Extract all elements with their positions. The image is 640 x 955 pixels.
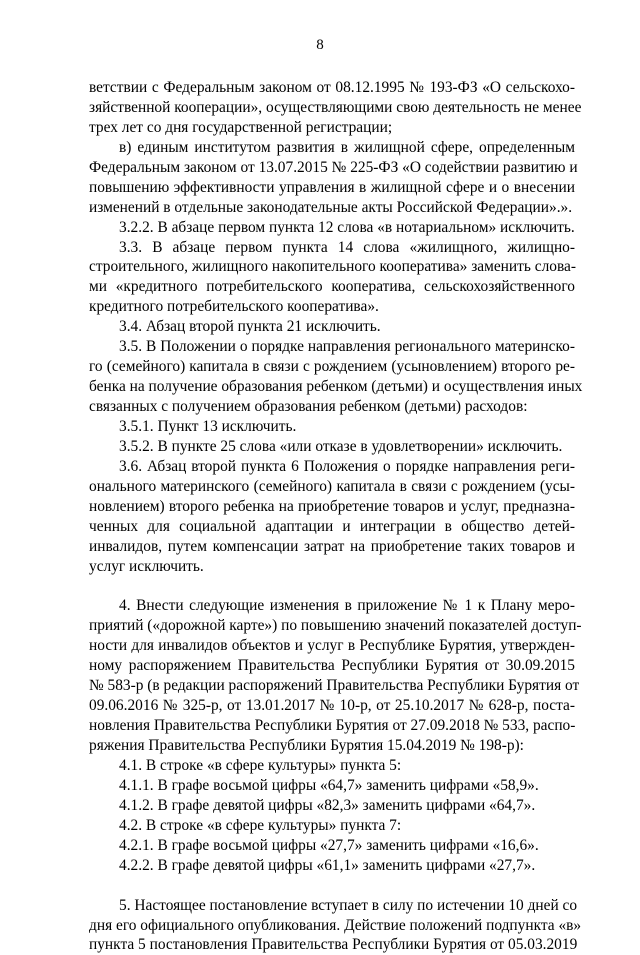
paragraph [89, 457, 575, 577]
paragraph-gap [89, 576, 575, 596]
text-line: № 583-р (в редакции распоряжений Правительства Республики Бурятия от [89, 677, 580, 695]
paragraph [89, 78, 582, 138]
text-line: 3.6. Абзац второй пункта 6 Положения о порядке направления реги- [119, 457, 575, 475]
paragraph [89, 796, 575, 816]
text-line: 3.3. В абзаце первом пункта 14 слова «жилищного, жилищно- [119, 238, 575, 256]
text-line: инвалидов, путем компенсации затрат на приобретение таких товаров и [89, 537, 575, 555]
text-line: ности для инвалидов объектов и услуг в Республике Бурятия, утвержден- [89, 637, 575, 655]
paragraph [89, 896, 582, 955]
paragraph [89, 776, 575, 796]
paragraph [89, 337, 583, 417]
text-line: в) единым институтом развития в жилищной сфере, определенным [119, 138, 575, 156]
text-line: изменений в отдельные законодательные акты Российской Федерации».». [89, 198, 573, 216]
paragraph-gap [89, 876, 575, 896]
text-line: бенка на получение образования ребенком (детьми) и осуществления иных [89, 378, 583, 396]
text-line: 3.5.1. Пункт 13 исключить. [119, 417, 297, 435]
text-line: 5. Настоящее постановление вступает в силу по истечении 10 дней со [119, 896, 578, 914]
paragraph [89, 417, 575, 437]
text-line: 4.1.2. В графе девятой цифры «82,3» заменить цифрами «64,7». [119, 796, 536, 814]
paragraph [89, 756, 575, 776]
text-line: ветствии с Федеральным законом от 08.12.1995 № 193-ФЗ «О сельскохо- [89, 79, 575, 96]
text-line: пункта 5 постановления Правительства Республики Бурятия от 05.03.2019 [89, 936, 578, 954]
page-number: 8 [316, 37, 324, 53]
text-line: 4. Внести следующие изменения в приложение № 1 к Плану меро- [119, 597, 575, 615]
text-line: 4.1. В строке «в сфере культуры» пункта 5: [119, 756, 402, 774]
paragraph [89, 238, 575, 318]
text-line: зяйственной кооперации», осуществляющими свою деятельность не менее [89, 98, 582, 116]
text-line: ченных для социальной адаптации и интеграции в общество детей- [89, 517, 575, 535]
document-body [89, 78, 583, 955]
text-line: новления Правительства Республики Бурятия от 27.09.2018 № 533, распо- [89, 717, 576, 735]
text-line: ми «кредитного потребительского кооператива, сельскохозяйственного [89, 278, 575, 296]
paragraph [89, 218, 575, 238]
text-line: дня его официального опубликования. Действие положений подпункта «в» [89, 916, 582, 934]
text-line: 3.2.2. В абзаце первом пункта 12 слова «в нотариальном» исключить. [119, 218, 575, 236]
text-line: повышению эффективности управления в жилищной сфере и о внесении [89, 178, 575, 196]
text-line: 09.06.2016 № 325-р, от 13.01.2017 № 10-р, от 25.10.2017 № 628-р, поста- [89, 697, 575, 715]
paragraph [89, 856, 575, 876]
paragraph [89, 596, 582, 756]
text-line: 3.4. Абзац второй пункта 21 исключить. [119, 318, 381, 336]
text-line: связанных с получением образования ребенком (детьми) расходов: [89, 398, 528, 415]
text-line: ряжения Правительства Республики Бурятия 15.04.2019 № 198-р): [89, 737, 524, 754]
text-line: кредитного потребительского кооператива». [89, 298, 379, 316]
text-line: строительного, жилищного накопительного кооператива» заменить слова- [89, 258, 576, 276]
paragraph [89, 836, 575, 856]
text-line: приятий («дорожной карте») по повышению значений показателей доступ- [89, 617, 582, 635]
text-line: трех лет со дня государственной регистрации; [89, 118, 393, 136]
text-line: го (семейного) капитала в связи с рождением (усыновлением) второго ре- [89, 358, 575, 376]
text-line: 4.2.2. В графе девятой цифры «61,1» заменить цифрами «27,7». [119, 856, 536, 874]
text-line: новлением) второго ребенка на приобретение товаров и услуг, предназна- [89, 497, 575, 515]
text-line: ному распоряжением Правительства Республики Бурятия от 30.09.2015 [89, 657, 575, 675]
text-line: 4.2. В строке «в сфере культуры» пункта 7: [119, 816, 402, 834]
paragraph [89, 317, 575, 337]
paragraph [89, 138, 578, 218]
text-line: 3.5.2. В пункте 25 слова «или отказе в удовлетворении» исключить. [119, 437, 563, 455]
text-line: 3.5. В Положении о порядке направления регионального материнско- [119, 338, 575, 356]
text-line: 4.1.1. В графе восьмой цифры «64,7» заменить цифрами «58,9». [119, 776, 539, 794]
text-line: онального материнского (семейного) капитала в связи с рождением (усы- [89, 477, 575, 495]
text-line: Федеральным законом от 13.07.2015 № 225-ФЗ «О содействии развитию и [89, 158, 578, 176]
text-line: 4.2.1. В графе восьмой цифры «27,7» заменить цифрами «16,6». [119, 836, 539, 854]
paragraph [89, 816, 575, 836]
paragraph [89, 437, 575, 457]
text-line: услуг исключить. [89, 557, 204, 575]
